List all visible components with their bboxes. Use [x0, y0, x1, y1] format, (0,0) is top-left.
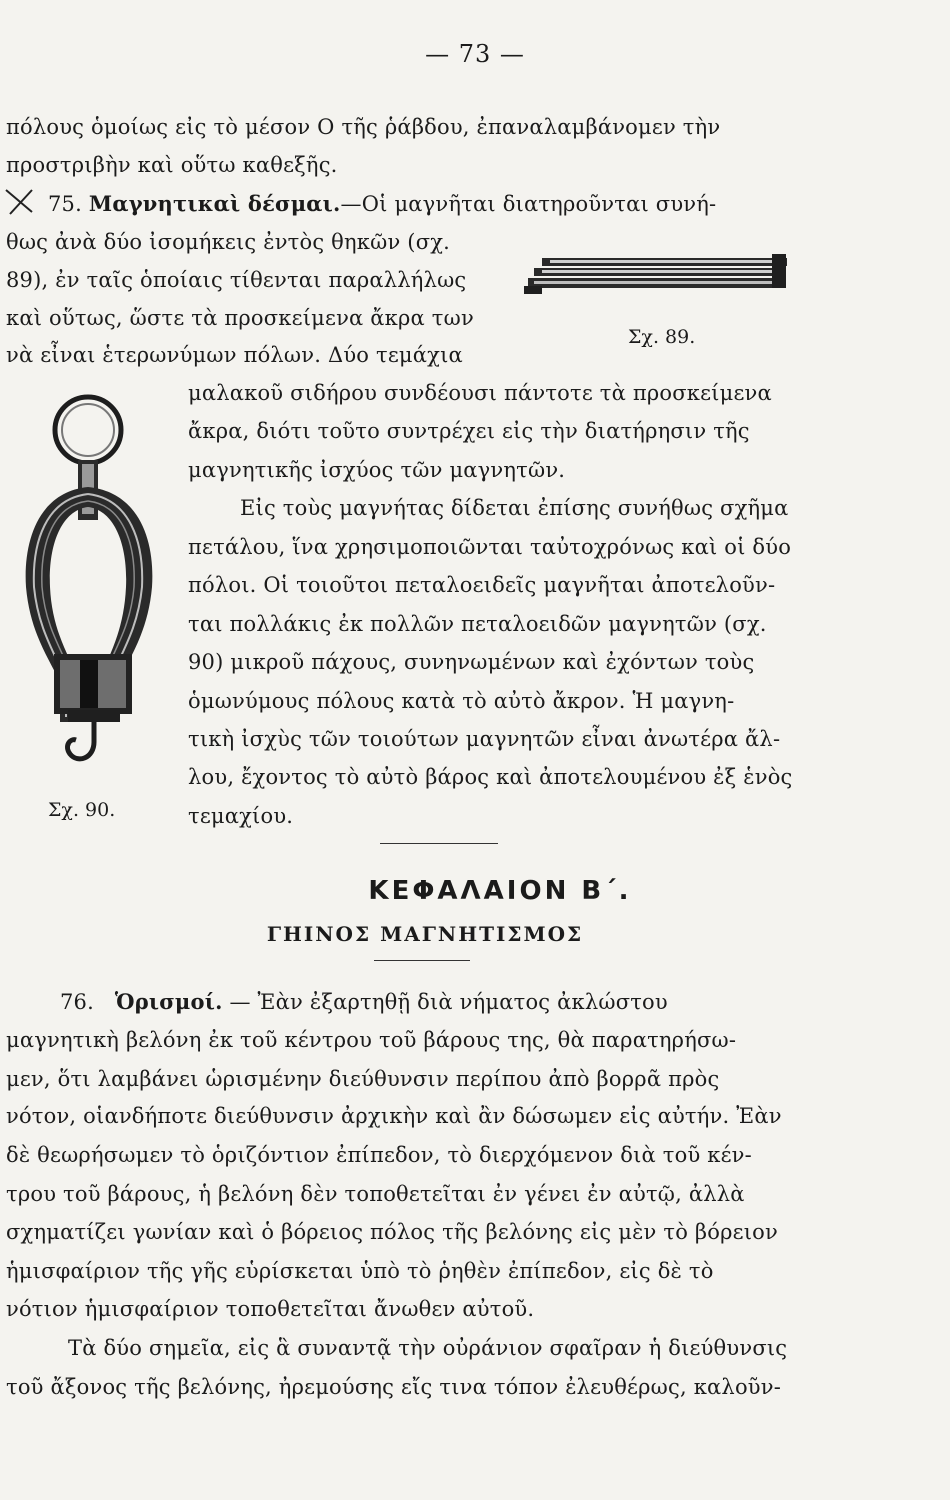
section-76-line: [60, 991, 668, 1013]
text-line: ἄκρα, διότι τοῦτο συντρέχει εἰς τὴν διατήρησιν τῆς: [188, 419, 750, 443]
text-line: προστριβὴν καὶ οὕτω καθεξῆς.: [6, 153, 338, 177]
figure-90-horseshoe-magnet: [18, 392, 168, 792]
text-line: μεν, ὅτι λαμβάνει ὡρισμένην διεύθυνσιν περίπου ἀπὸ βορρᾶ πρὸς: [6, 1067, 720, 1091]
text-line: ὁμωνύμους πόλους κατὰ τὸ αὐτὸ ἄκρον. Ἡ μαγνη-: [188, 689, 735, 713]
text-line: μαλακοῦ σιδήρου συνδέουσι πάντοτε τὰ προσκείμενα: [188, 381, 772, 405]
section-divider: [380, 843, 498, 844]
text-line: νότον, οἱανδήποτε διεύθυνσιν ἀρχικὴν καὶ ἂν δώσωμεν εἰς αὐτήν. Ἐὰν: [6, 1104, 782, 1128]
text-line: τρου τοῦ βάρους, ἡ βελόνη δὲν τοποθετεῖται ἐν γένει ἐν αὐτῷ, ἀλλὰ: [6, 1182, 745, 1206]
text-line: πόλοι. Οἱ τοιοῦτοι πεταλοειδεῖς μαγνῆται ἀποτελοῦν-: [188, 573, 776, 597]
chapter-subtitle: ΓΗΙΝΟΣ ΜΑΓΝΗΤΙΣΜΟΣ: [266, 922, 584, 946]
figure-89-caption: Σχ. 89.: [628, 326, 696, 348]
text-line: 90) μικροῦ πάχους, συνηνωμένων καὶ ἐχόντων τοὺς: [188, 650, 755, 674]
text-line: μαγνητικῆς ἰσχύος τῶν μαγνητῶν.: [188, 458, 566, 482]
figure-89-bar-magnets: [522, 248, 792, 308]
text-line: μαγνητικὴ βελόνη ἐκ τοῦ κέντρου τοῦ βάρους της, θὰ παρατηρήσω-: [6, 1028, 737, 1052]
text-line: νὰ εἶναι ἑτερωνύμων πόλων. Δύο τεμάχια: [6, 343, 463, 367]
text-line: λου, ἔχοντος τὸ αὐτὸ βάρος καὶ ἀποτελουμένου ἐξ ἑνὸς: [188, 765, 793, 789]
text-line: σχηματίζει γωνίαν καὶ ὁ βόρειος πόλος τῆς βελόνης εἰς μὲν τὸ βόρειον: [6, 1220, 778, 1244]
text-line: Εἰς τοὺς μαγνήτας δίδεται ἐπίσης συνήθως σχῆμα: [240, 496, 789, 520]
section-75-text: —Οἱ μαγνῆται διατηροῦνται συνή-: [340, 192, 717, 216]
text-line: ἡμισφαίριον τῆς γῆς εὑρίσκεται ὑπὸ τὸ ῥηθὲν ἐπίπεδον, εἰς δὲ τὸ: [6, 1259, 714, 1283]
section-76-text: — Ἐὰν ἐξαρτηθῇ διὰ νήματος ἀκλώστου: [229, 990, 668, 1014]
chapter-title: ΚΕΦΑΛΑΙΟΝ Β΄.: [368, 876, 632, 906]
text-line: τοῦ ἄξονος τῆς βελόνης, ἠρεμούσης εἴς τινα τόπον ἐλευθέρως, καλοῦν-: [6, 1375, 782, 1399]
text-line: τικὴ ἰσχὺς τῶν τοιούτων μαγνητῶν εἶναι ἀνωτέρα ἄλ-: [188, 727, 781, 751]
text-line: καὶ οὕτως, ὥστε τὰ προσκείμενα ἄκρα των: [6, 306, 474, 330]
section-75-heading: Μαγνητικαὶ δέσμαι.: [88, 191, 341, 216]
section-75-number: 75.: [48, 192, 82, 216]
section-76-number: 76.: [60, 990, 94, 1014]
text-line: πετάλου, ἵνα χρησιμοποιῶνται ταὐτοχρόνως καὶ οἱ δύο: [188, 535, 792, 559]
section-75-line: [6, 193, 716, 215]
text-line: 89), ἐν ταῖς ὁποίαις τίθενται παραλλήλως: [6, 268, 467, 292]
chapter-divider: [374, 960, 470, 961]
text-line: Τὰ δύο σημεῖα, εἰς ἃ συναντᾷ τὴν οὐράνιον σφαῖραν ἡ διεύθυνσις: [68, 1336, 788, 1360]
text-line: πόλους ὁμοίως εἰς τὸ μέσον Ο τῆς ῥάβδου, ἐπαναλαμβάνομεν τὴν: [6, 115, 721, 139]
text-line: νότιον ἡμισφαίριον τοποθετεῖται ἄνωθεν αὐτοῦ.: [6, 1297, 535, 1321]
section-76-heading: Ὁρισμοί.: [114, 989, 223, 1014]
margin-pencil-mark: [2, 186, 42, 216]
text-line: δὲ θεωρήσωμεν τὸ ὁριζόντιον ἐπίπεδον, τὸ διερχόμενον διὰ τοῦ κέν-: [6, 1143, 752, 1167]
figure-90-caption: Σχ. 90.: [48, 799, 116, 821]
text-line: τεμαχίου.: [188, 804, 294, 828]
text-line: θως ἀνὰ δύο ἰσομήκεις ἐντὸς θηκῶν (σχ.: [6, 230, 451, 254]
page-number: — 73 —: [425, 40, 525, 68]
text-line: ται πολλάκις ἐκ πολλῶν πεταλοειδῶν μαγνητῶν (σχ.: [188, 612, 767, 636]
